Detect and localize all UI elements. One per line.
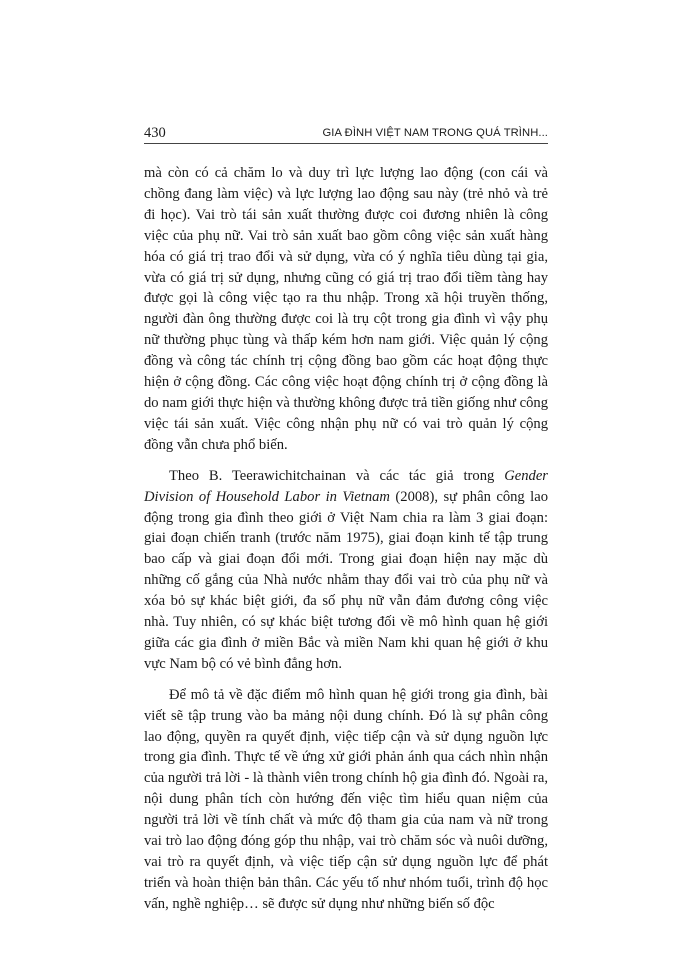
paragraph-gender-division (144, 466, 548, 675)
paragraph-text-before-title: Theo B. Teerawichitchainan và các tác giả trong (169, 467, 505, 484)
page-header (144, 125, 548, 141)
paragraph-continued: mà còn có cả chăm lo và duy trì lực lượng lao động (con cái và chồng đang làm việc) và lực lượng lao động sau này (trẻ nhỏ và trẻ đi học). Vai trò tái sản xuất thường được coi đương nhiên là công việc của phụ nữ. Vai trò sản xuất bao gồm công việc sản xuất hàng hóa có giá trị trao đổi và sử dụng, vừa có ý nghĩa tiêu dùng tại gia, vừa có giá trị sử dụng, nhưng cũng có giá trị trao đổi tiềm tàng hay được gọi là công việc tạo ra thu nhập. Trong xã hội truyền thống, người đàn ông thường được coi là trụ cột trong gia đình vì vậy phụ nữ thường phục tùng và thấp kém hơn nam giới. Việc quản lý cộng đồng và công tác chính trị cộng đồng bao gồm các hoạt động thực hiện ở cộng đồng. Các công việc hoạt động chính trị ở cộng đồng là do nam giới thực hiện và thường không được trả tiền giống như công việc tái sản xuất. Việc công nhận phụ nữ có vai trò quản lý cộng đồng vẫn chưa phổ biến. (144, 165, 548, 453)
body-text (144, 163, 548, 915)
paragraph-text-after-title: (2008), sự phân công lao động trong gia đình theo giới ở Việt Nam chia ra làm 3 giai đoạn: giai đoạn chiến tranh (trước năm 1975), giai đoạn kinh tế tập trung bao cấp và giai đoạn đổi mới. Trong giai đoạn hiện nay mặc dù những cố gắng của Nhà nước nhằm thay đổi vai trò của phụ nữ và xóa bỏ sự khác biệt giới, đa số phụ nữ vẫn đảm đương công việc nhà. Tuy nhiên, có sự khác biệt tương đối về mô hình quan hệ giới giữa các gia đình ở miền Bắc và miền Nam khi quan hệ giới ở khu vực Nam bộ có vẻ bình đẳng hơn. (144, 488, 549, 672)
cited-work-title: Gender Division of Household Labor in Vietnam (144, 467, 548, 505)
paragraph-study-scope: Để mô tả về đặc điểm mô hình quan hệ giới trong gia đình, bài viết sẽ tập trung vào ba mảng nội dung chính. Đó là sự phân công lao động, quyền ra quyết định, việc tiếp cận và sử dụng nguồn lực trong gia đình. Thực tế về ứng xử giới phản ánh qua cách nhìn nhận của người trả lời - là thành viên trong chính hộ gia đình đó. Ngoài ra, nội dung phân tích còn hướng đến việc tìm hiểu quan niệm của người trả lời về tính chất và mức độ tham gia của nam và nữ trong vai trò lao động đóng góp thu nhập, vai trò chăm sóc và nuôi dưỡng, vai trò ra quyết định, và việc tiếp cận sử dụng nguồn lực để phát triển và hoàn thiện bản thân. Các yếu tố như nhóm tuổi, trình độ học vấn, nghề nghiệp… sẽ được sử dụng như những biến số độc (144, 686, 548, 912)
page-number: 430 (144, 125, 166, 141)
running-title: GIA ĐÌNH VIỆT NAM TRONG QUÁ TRÌNH... (322, 127, 548, 139)
header-rule (144, 143, 548, 144)
